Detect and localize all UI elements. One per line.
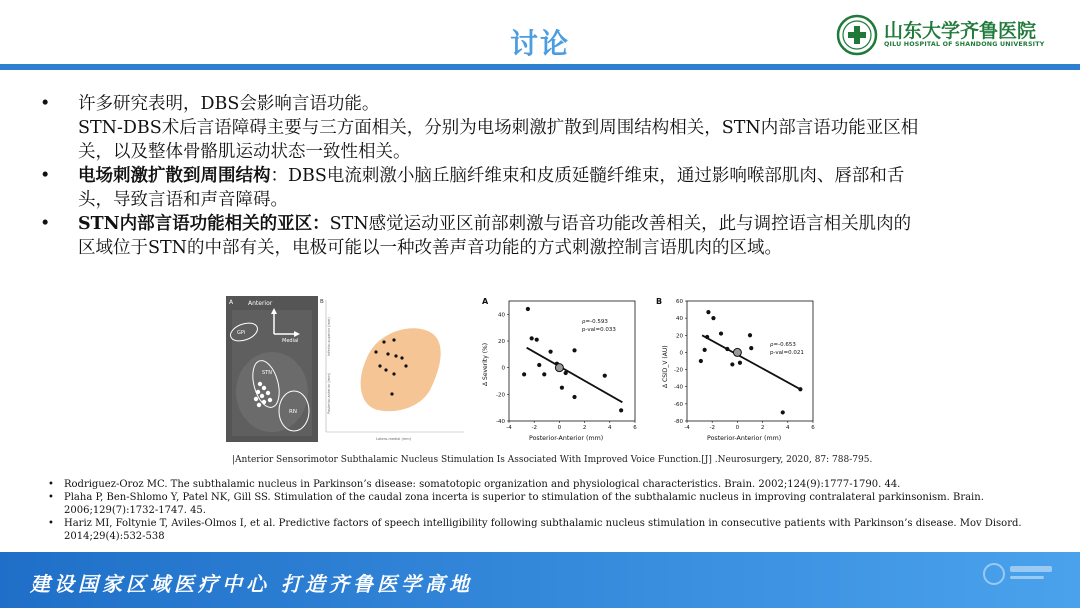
y-tick-label: -80	[674, 419, 683, 425]
plot-a-ylabel: Δ Severity (%)	[482, 342, 489, 386]
region-panel-label: B	[320, 299, 324, 305]
x-tick-label: 6	[633, 425, 637, 431]
regression-line	[527, 348, 623, 403]
bullet-item-stn-subregion	[40, 212, 1040, 260]
data-point	[603, 374, 607, 378]
y-tick-label: -20	[496, 392, 505, 399]
plot-b-xlabel: Posterior-Anterior (mm)	[707, 435, 782, 442]
plot-a-xlabel: Posterior-Anterior (mm)	[529, 435, 604, 442]
bullet-item-field-spread	[40, 164, 1040, 212]
data-point	[548, 350, 552, 354]
data-point	[572, 395, 576, 399]
data-point	[699, 359, 703, 363]
bullet-line: 区域位于STN的中部有关，电极可能以一种改善声音功能的方式刺激控制言语肌肉的区域。	[78, 238, 782, 258]
centroid-marker	[555, 364, 563, 372]
scatter-plot-b	[656, 297, 815, 442]
data-point	[522, 372, 526, 376]
reference-item	[48, 478, 1028, 491]
data-point	[706, 310, 710, 314]
data-point	[564, 371, 568, 375]
plot-b-label: B	[656, 297, 663, 306]
y-tick-label: 0	[501, 365, 505, 372]
data-point	[560, 386, 564, 390]
y-tick-label: 20	[498, 339, 505, 345]
stn-label: STN	[262, 370, 272, 376]
data-point	[703, 348, 707, 352]
data-point	[705, 335, 709, 339]
reference-dot: •	[48, 518, 54, 529]
references	[48, 478, 1028, 543]
reference-dot: •	[48, 492, 54, 503]
y-tick-label: -40	[674, 384, 683, 391]
bullet-heading: 电场刺激扩散到周围结构	[78, 166, 271, 186]
study-figure	[226, 296, 834, 446]
reference-line: Plaha P, Ben-Shlomo Y, Patel NK, Gill SS. Stimulation of the caudal zona incerta is superior to stimulation of the subthalamic nucleus in improving contralateral parkinsonism. Brain.	[64, 492, 984, 503]
bullet-line: 头，导致言语和声音障碍。	[78, 190, 288, 210]
slide-title: 讨论	[509, 27, 570, 60]
plot-a-frame	[509, 301, 635, 421]
x-tick-label: -4	[684, 425, 690, 431]
bullet-item-dbs-speech	[40, 92, 1040, 164]
header-divider-bar	[0, 64, 1080, 70]
bullet-dot: •	[40, 214, 51, 234]
y-tick-label: -20	[674, 367, 683, 374]
scatter-plot-a	[482, 297, 637, 442]
x-tick-label: 2	[582, 425, 587, 431]
bullet-line: STN-DBS术后言语障碍主要与三方面相关，分别为电场刺激扩散到周围结构相关，STN内部言语功能亚区相	[78, 118, 919, 138]
data-point	[535, 338, 539, 342]
data-point	[537, 363, 541, 367]
plot-b-rho: ρ=-0.653	[770, 342, 796, 348]
y-tick-label: 40	[498, 312, 505, 319]
data-point	[749, 346, 753, 350]
data-point	[526, 307, 530, 311]
data-point	[725, 347, 729, 351]
x-tick-label: 2	[760, 425, 765, 431]
reference-line: Rodriguez-Oroz MC. The subthalamic nucleus in Parkinson’s disease: somatotopic organization and physiological characteristics. Brain. 2002;124(9):1777-1790. 44.	[64, 479, 901, 490]
anterior-label: Anterior	[248, 300, 273, 307]
discussion-bullets	[40, 92, 1040, 260]
plot-a-marks	[496, 307, 637, 431]
hospital-name-en: QILU HOSPITAL OF SHANDONG UNIVERSITY	[884, 41, 1045, 48]
reference-dot: •	[48, 479, 54, 490]
hospital-name: 山东大学齐鲁医院	[884, 20, 1037, 42]
medial-label: Medial	[282, 338, 299, 344]
plot-a-rho: ρ=-0.593	[582, 319, 608, 325]
data-point	[719, 331, 723, 335]
watermark-logo-icon	[980, 556, 1058, 592]
centroid-marker	[733, 348, 741, 356]
bullet-line: STN感觉运动亚区前部刺激与语音功能改善相关，此与调控语言相关肌肉的	[329, 214, 912, 234]
data-point	[730, 362, 734, 366]
rn-label: RN	[289, 409, 297, 415]
x-tick-label: -2	[709, 425, 715, 431]
y-tick-label: -60	[674, 401, 683, 408]
y-tick-label: -40	[496, 419, 505, 425]
bullet-line: 关，以及整体骨骼肌运动状态一致性相关。	[78, 142, 411, 162]
data-point	[781, 410, 785, 414]
posterior-anterior-axis-label: Posterior-anterior (mm)	[327, 372, 331, 414]
data-point	[619, 408, 623, 412]
bullet-line: ：DBS电流刺激小脑丘脑纤维束和皮质延髓纤维束，通过影响喉部肌肉、唇部和舌	[270, 166, 905, 186]
plot-b-marks	[674, 299, 815, 431]
gpi-label: GPi	[237, 330, 246, 336]
x-tick-label: -4	[506, 425, 512, 431]
figure-panels	[226, 296, 834, 446]
latero-medial-axis-label: Latero-medial (mm)	[376, 437, 411, 441]
data-point	[542, 372, 546, 376]
data-point	[738, 361, 742, 365]
x-tick-label: 0	[557, 425, 562, 431]
mri-panel-label: A	[229, 299, 234, 306]
mri-panel	[226, 296, 318, 442]
x-tick-label: 0	[735, 425, 740, 431]
plot-b-pval: p-val=0.021	[770, 350, 804, 356]
bullet-dot: •	[40, 94, 51, 114]
bullet-heading: STN内部言语功能相关的亚区：	[78, 214, 330, 234]
figure-caption: |Anterior Sensorimotor Subthalamic Nucleus Stimulation Is Associated With Improved Voice Function.[J] .Neurosurgery, 2020, 87: 788-795.	[232, 455, 873, 465]
hospital-logo	[836, 14, 1056, 58]
stn-region-panel	[319, 296, 466, 442]
data-point	[572, 348, 576, 352]
reference-line: Hariz MI, Foltynie T, Aviles-Olmos I, et al. Predictive factors of speech intelligibility following subthalamic nucleus stimulation in consecutive patients with Parkinson’s disease. Mov Disord.	[64, 518, 1022, 529]
plot-a-label: A	[482, 297, 489, 306]
reference-item	[48, 517, 1028, 543]
bullet-line: 许多研究表明，DBS会影响言语功能。	[78, 94, 380, 114]
reference-item	[48, 491, 1028, 517]
data-point	[748, 333, 752, 337]
hospital-emblem-icon	[836, 14, 878, 56]
x-tick-label: 4	[608, 425, 612, 431]
data-point	[711, 316, 715, 320]
reference-line: 2006;129(7):1732-1747. 45.	[64, 505, 206, 516]
x-tick-label: 6	[811, 425, 815, 431]
y-tick-label: 20	[676, 333, 683, 340]
inferior-superior-axis-label: Inferior-superior (mm)	[327, 317, 331, 356]
plot-a-pval: p-val=0.033	[582, 327, 616, 333]
reference-line: 2014;29(4):532-538	[64, 531, 165, 542]
y-tick-label: 40	[676, 316, 683, 323]
plot-b-ylabel: Δ CSID_V (AU)	[662, 345, 669, 388]
data-point	[798, 387, 802, 391]
x-tick-label: -2	[531, 425, 537, 431]
x-tick-label: 4	[786, 425, 790, 431]
y-tick-label: 0	[679, 350, 683, 357]
footer-slogan: 建设国家区域医疗中心 打造齐鲁医学高地	[30, 572, 473, 596]
y-tick-label: 60	[676, 299, 683, 305]
bullet-dot: •	[40, 166, 51, 186]
data-point	[530, 336, 534, 340]
